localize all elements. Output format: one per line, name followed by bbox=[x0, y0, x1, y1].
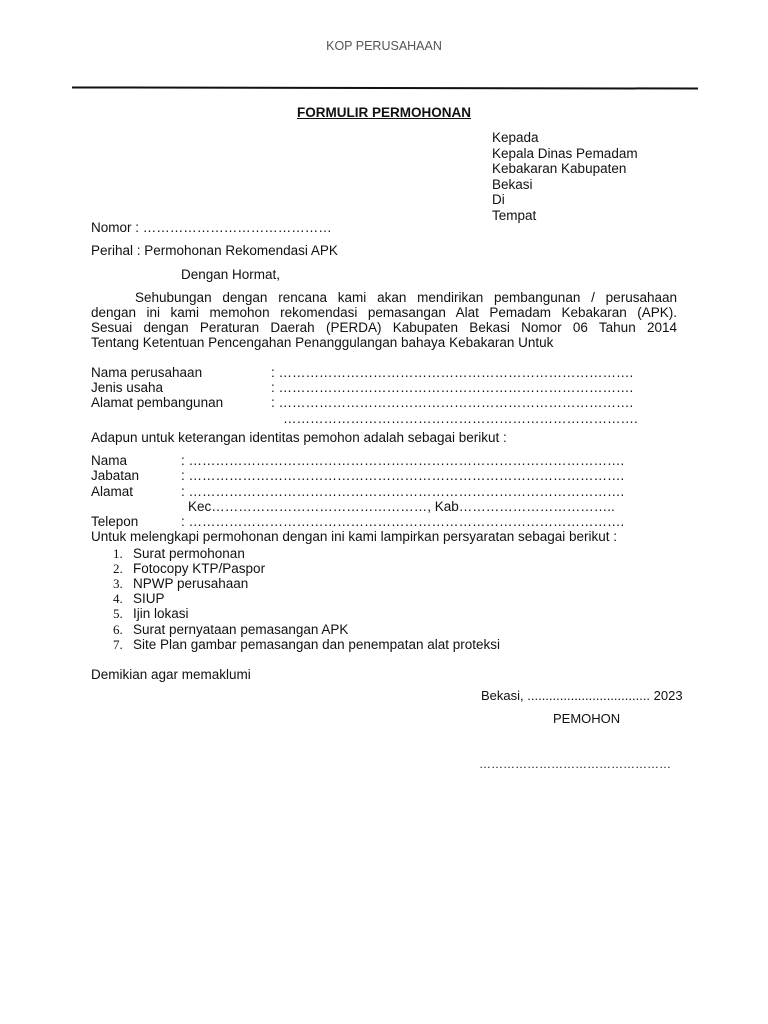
signature-line: ………………………………………… bbox=[479, 757, 671, 771]
field-value: : ……………………………………………………………………………………. bbox=[181, 453, 625, 468]
list-item: 4. SIUP bbox=[113, 591, 165, 606]
field-label: Nama perusahaan bbox=[91, 365, 203, 380]
intro-line: Sehubungan dengan rencana kami akan mendirikan pembangunan / perusahaan bbox=[135, 290, 677, 305]
intro-line: Tentang Ketentuan Pencengahan Penanggulangan bahaya Kebakaran Untuk bbox=[91, 335, 554, 350]
recipient-line: Tempat bbox=[492, 208, 537, 223]
field-value: : ……………………………………………………………………………………. bbox=[181, 468, 625, 483]
list-item: 2. Fotocopy KTP/Paspor bbox=[113, 561, 266, 576]
place-date: Bekasi, .................................. 2023 bbox=[481, 688, 683, 703]
field-label: Jabatan bbox=[91, 468, 140, 483]
field-value: : ……………………………………………………………………. bbox=[271, 365, 634, 380]
identity-intro: Adapun untuk keterangan identitas pemohon adalah sebagai berikut : bbox=[91, 430, 507, 445]
letterhead-placeholder: KOP PERUSAHAAN bbox=[326, 39, 442, 53]
field-value: : ……………………………………………………………………………………. bbox=[181, 484, 625, 499]
signer-role: PEMOHON bbox=[553, 711, 621, 726]
field-label: Alamat pembangunan bbox=[91, 395, 224, 410]
list-item: 5. Ijin lokasi bbox=[113, 606, 189, 621]
list-item: 7. Site Plan gambar pemasangan dan penempatan alat proteksi bbox=[113, 637, 500, 652]
attachments-intro: Untuk melengkapi permohonan dengan ini kami lampirkan persyaratan sebagai berikut : bbox=[91, 529, 618, 544]
field-value: : ……………………………………………………………………. bbox=[271, 395, 634, 410]
list-item: 1. Surat permohonan bbox=[113, 546, 245, 561]
list-item: 3. NPWP perusahaan bbox=[113, 576, 249, 591]
recipient-line: Kepala Dinas Pemadam bbox=[492, 146, 638, 161]
field-label: Nama bbox=[91, 453, 128, 468]
closing-line: Demikian agar memaklumi bbox=[91, 667, 251, 682]
field-value-continuation: ……………………………………………………………………. bbox=[283, 411, 638, 426]
intro-line: dengan ini kami memohon rekomendasi pemasangan Alat Pemadam Kebakaran (APK). bbox=[91, 305, 677, 320]
header-divider bbox=[72, 86, 698, 89]
salutation: Dengan Hormat, bbox=[181, 267, 281, 282]
field-label: Telepon bbox=[91, 514, 139, 529]
recipient-line: Kebakaran Kabupaten bbox=[492, 161, 627, 176]
recipient-line: Di bbox=[492, 192, 505, 207]
field-label: Alamat bbox=[91, 484, 134, 499]
field-value: : ……………………………………………………………………………………. bbox=[181, 514, 625, 529]
list-item: 6. Surat pernyataan pemasangan APK bbox=[113, 622, 349, 637]
nomor-field: Nomor : …………………………………… bbox=[91, 220, 332, 235]
kec-kab-line: Kec…………………………………………, Kab…………………………….. bbox=[188, 499, 615, 514]
recipient-line: Kepada bbox=[492, 130, 539, 145]
intro-line: Sesuai dengan Peraturan Daerah (PERDA) Kabupaten Bekasi Nomor 06 Tahun 2014 bbox=[91, 320, 677, 335]
field-value: : ……………………………………………………………………. bbox=[271, 380, 634, 395]
form-title: FORMULIR PERMOHONAN bbox=[297, 105, 471, 120]
field-label: Jenis usaha bbox=[91, 380, 164, 395]
recipient-line: Bekasi bbox=[492, 177, 533, 192]
perihal-line: Perihal : Permohonan Rekomendasi APK bbox=[91, 243, 338, 258]
